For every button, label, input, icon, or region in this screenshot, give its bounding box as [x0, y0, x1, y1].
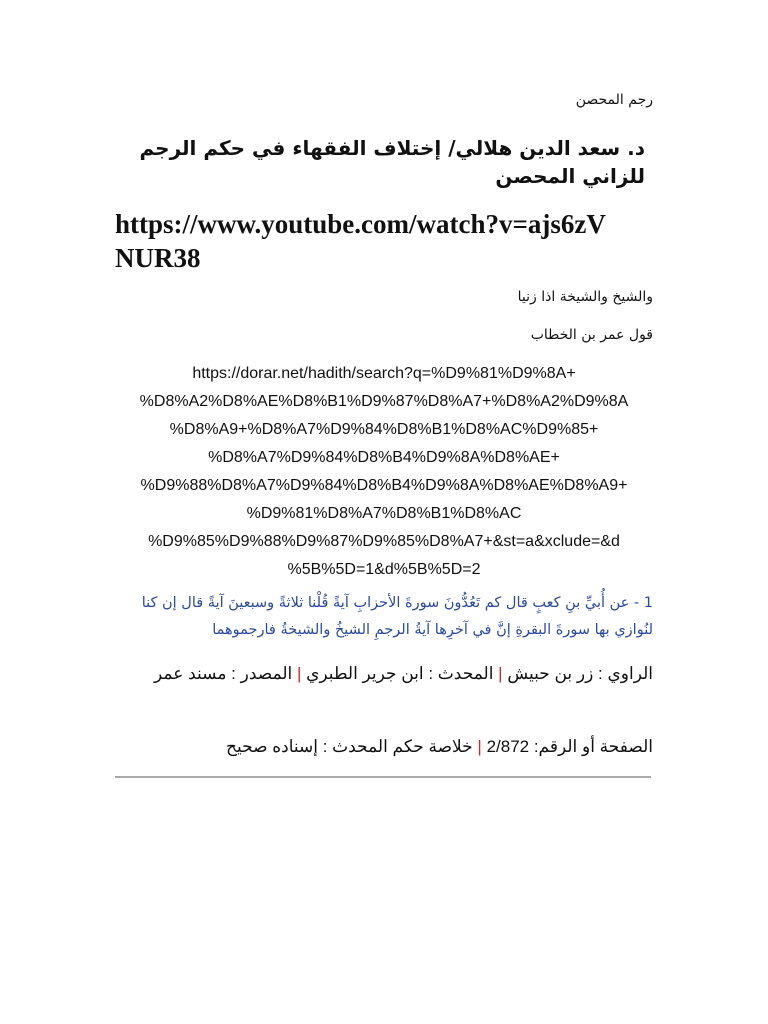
dorar-link-line: %5B%5D=1&d%5B%5D=2 — [287, 561, 481, 578]
horizontal-rule — [115, 776, 651, 778]
dorar-link-line: %D8%A9+%D8%A7%D9%84%D8%B1%D8%AC%D9%85+ — [169, 421, 599, 438]
hadith-grading-meta — [115, 733, 653, 761]
dorar-link-line: %D9%81%D8%A7%D8%B1%D8%AC — [246, 505, 522, 522]
page-number-label: الصفحة أو الرقم: 2/872 — [486, 737, 653, 756]
narrator-label: الراوي : زر بن حبيش — [507, 664, 653, 683]
dorar-link-line: %D8%A7%D9%84%D8%B4%D9%8A%D8%AE+ — [208, 449, 560, 466]
separator: | — [296, 664, 302, 683]
source-label: المصدر : مسند عمر — [154, 664, 293, 683]
dorar-link-line: %D8%A2%D8%AE%D8%B1%D9%87%D8%A7+%D8%A2%D9%8A — [139, 393, 629, 410]
muhaddith-label: المحدث : ابن جرير الطبري — [306, 664, 494, 683]
dorar-link-line: %D9%85%D9%88%D9%87%D9%85%D8%A7+&st=a&xclude=&d — [148, 533, 620, 550]
separator: | — [498, 664, 503, 683]
document-title: د. سعد الدين هلالي/ إختلاف الفقهاء في حكم الرجم للزاني المحصن — [139, 136, 645, 188]
dorar-link-line: %D9%88%D8%A7%D9%84%D8%B4%D9%8A%D8%AE%D8%A9+ — [140, 477, 628, 494]
document-page — [115, 0, 653, 1024]
shaykh-line: والشيخ والشيخة اذا زنيا — [517, 289, 653, 305]
hadith-narration-meta — [115, 660, 653, 688]
hadith-text: 1 - عن أُبيِّ بنِ كعبٍ قال كم تَعُدُّونَ سورةَ الأحزابِ آيةً قُلْنا ثلاثةً وسبعينَ آيةً قال إن كنا لنُوازي بها سورةَ البقرةِ إنَّ في آخرِها آيةُ الرجمِ الشيخُ والشيخةُ فارجموهما — [141, 595, 653, 638]
umar-line: قول عمر بن الخطاب — [530, 327, 653, 343]
dorar-link[interactable] — [115, 360, 653, 584]
ruling-label: خلاصة حكم المحدث : إسناده صحيح — [226, 737, 473, 756]
dorar-link-line: https://dorar.net/hadith/search?q=%D9%81%D9%8A+ — [192, 365, 576, 382]
youtube-link[interactable]: https://www.youtube.com/watch?v=ajs6zVNUR38 — [115, 209, 606, 273]
topic-label: رجم المحصن — [575, 92, 653, 108]
separator: | — [477, 737, 482, 756]
